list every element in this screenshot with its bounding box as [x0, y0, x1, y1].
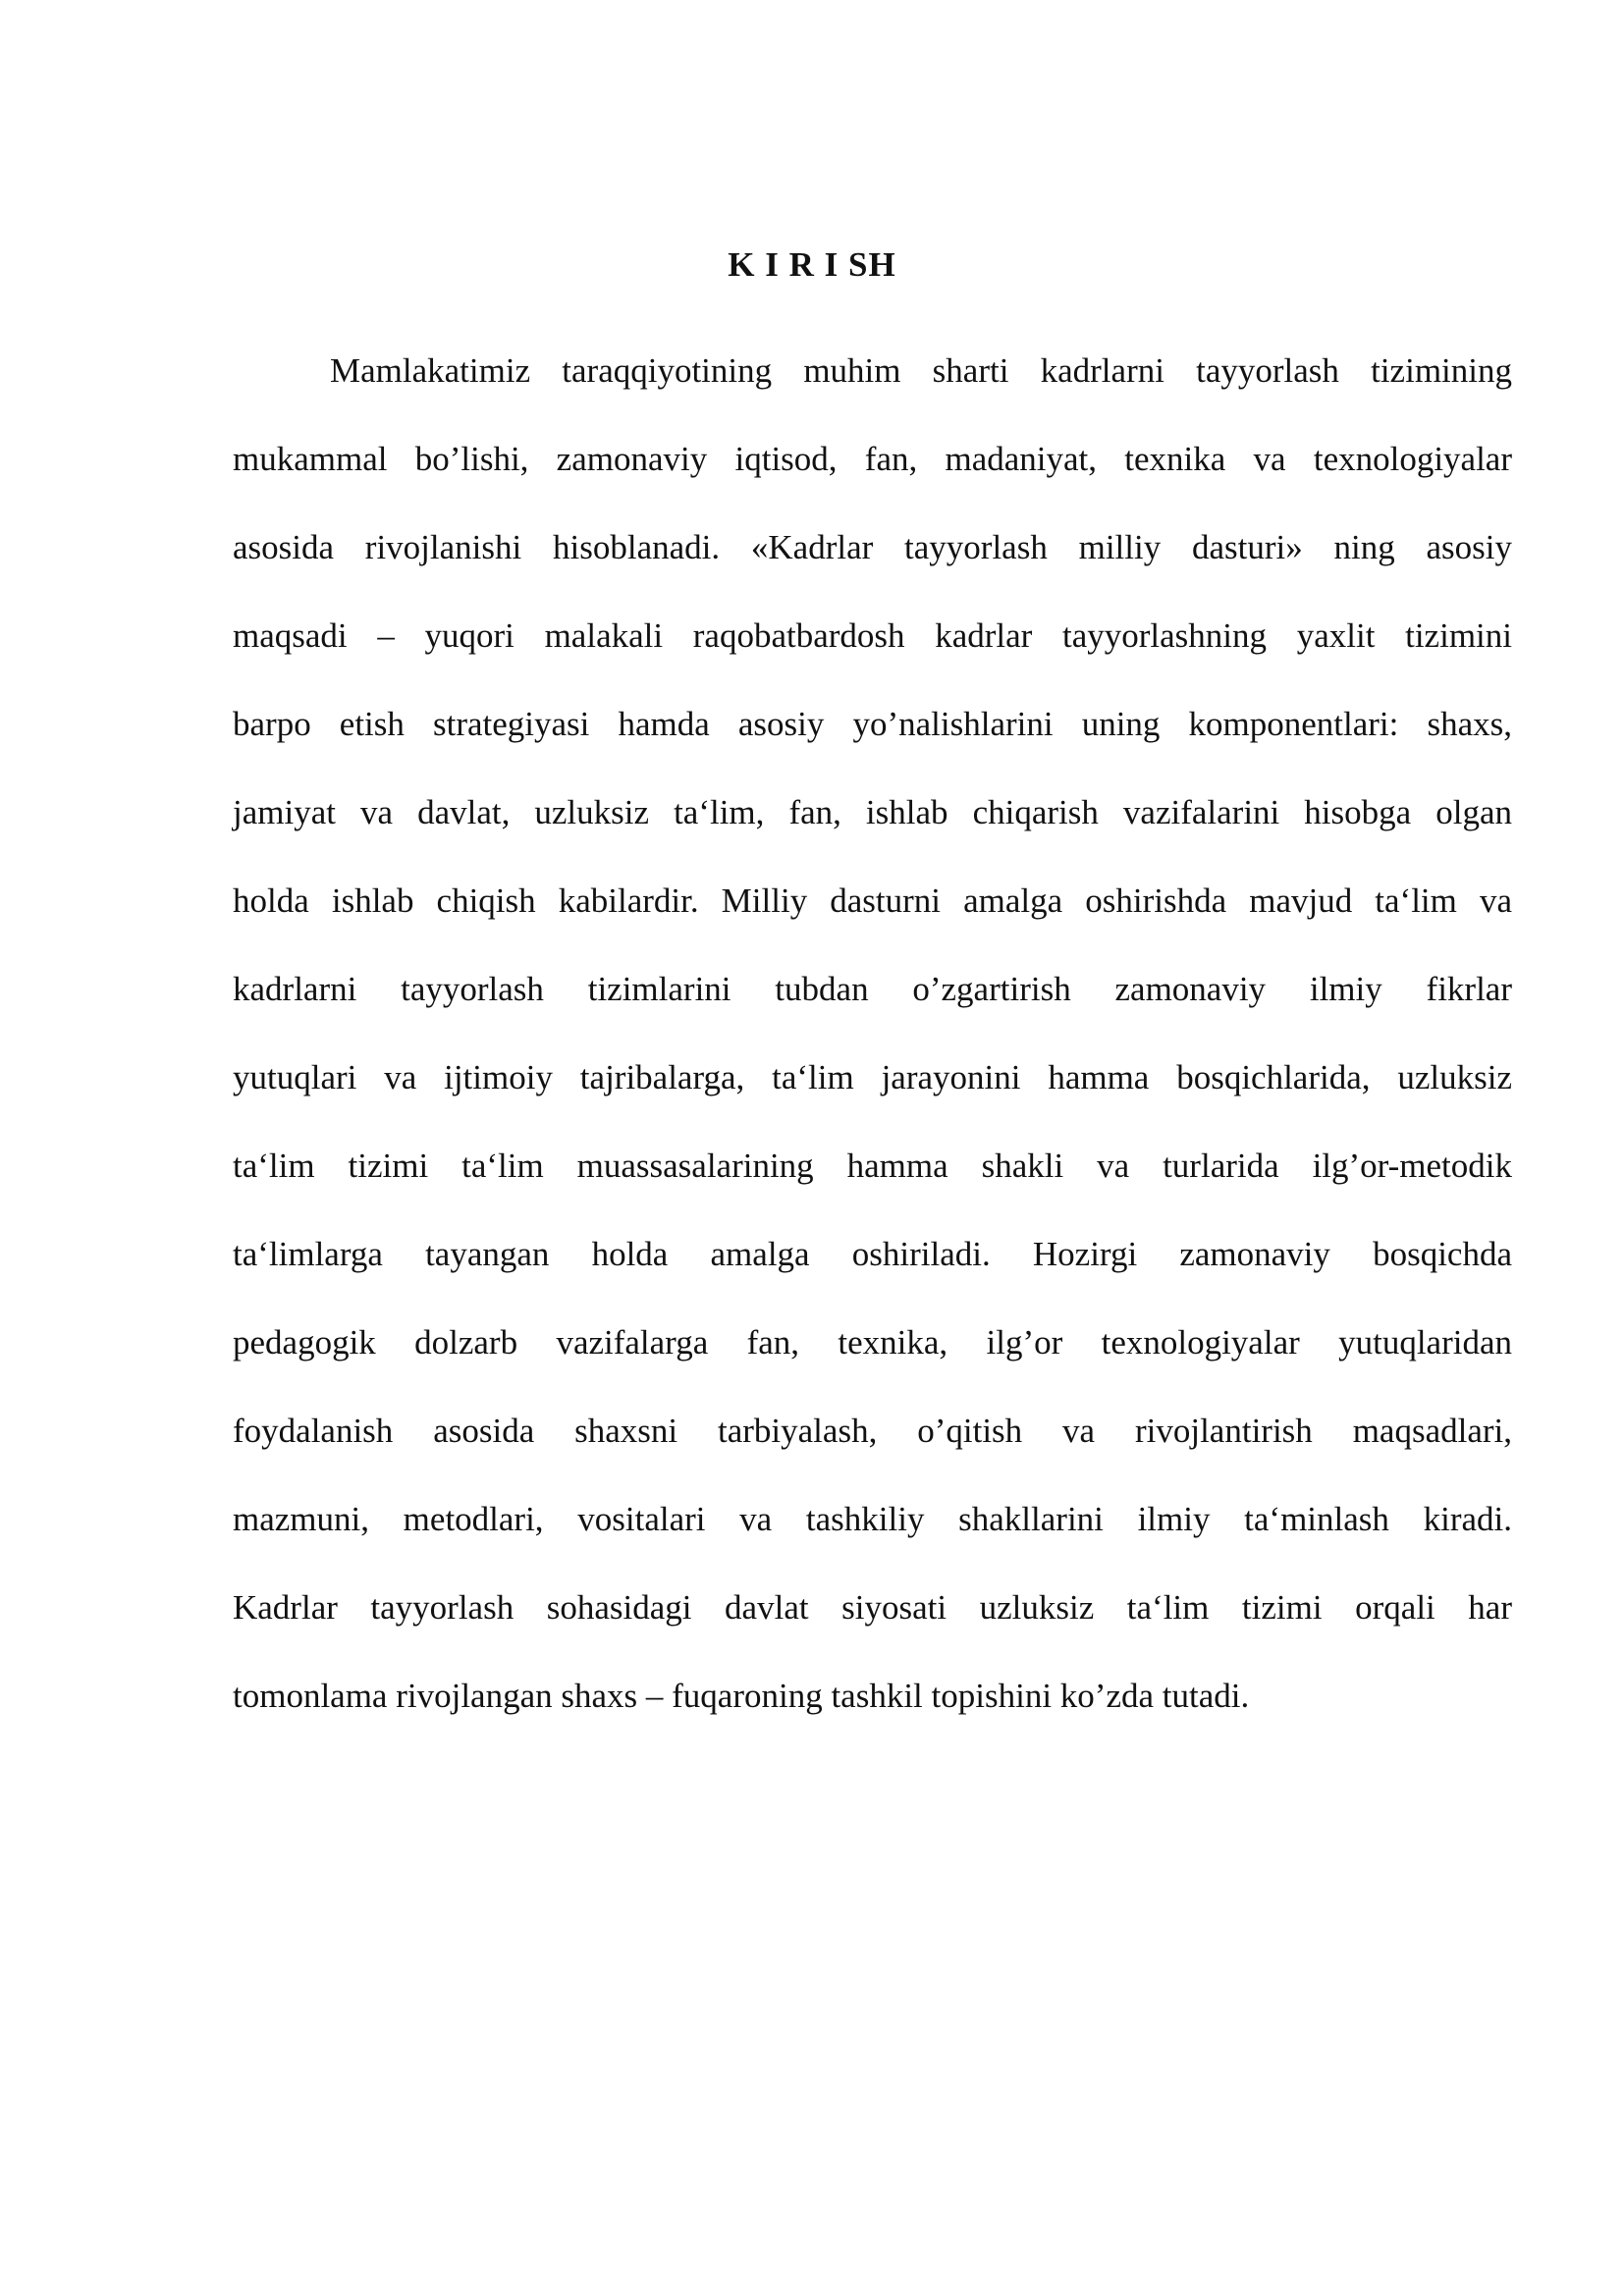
- paragraph-line: holda ishlab chiqish kabilardir. Milliy dasturni amalga oshirishda mavjud ta‘lim va: [233, 881, 1512, 920]
- page-heading: K I R I SH: [728, 245, 896, 284]
- paragraph-line: mukammal bo’lishi, zamonaviy iqtisod, fan, madaniyat, texnika va texnologiyalar: [233, 440, 1512, 478]
- paragraph-line: Kadrlar tayyorlash sohasidagi davlat siyosati uzluksiz ta‘lim tizimi orqali har: [233, 1588, 1512, 1627]
- body-paragraph: [233, 342, 1512, 1755]
- paragraph-line: foydalanish asosida shaxsni tarbiyalash, o’qitish va rivojlantirish maqsadlari,: [233, 1412, 1512, 1450]
- paragraph-line: ta‘lim tizimi ta‘lim muassasalarining hamma shakli va turlarida ilg’or-metodik: [233, 1147, 1512, 1185]
- paragraph-line: barpo etish strategiyasi hamda asosiy yo’nalishlarini uning komponentlari: shaxs,: [233, 705, 1512, 743]
- paragraph-line: tomonlama rivojlangan shaxs – fuqaroning tashkil topishini ko’zda tutadi.: [233, 1677, 1250, 1715]
- paragraph-line: maqsadi – yuqori malakali raqobatbardosh kadrlar tayyorlashning yaxlit tizimini: [233, 616, 1512, 655]
- paragraph-line: pedagogik dolzarb vazifalarga fan, texnika, ilg’or texnologiyalar yutuqlaridan: [233, 1323, 1512, 1362]
- paragraph-line: Mamlakatimiz taraqqiyotining muhim sharti kadrlarni tayyorlash tizimining: [330, 351, 1512, 390]
- paragraph-line: asosida rivojlanishi hisoblanadi. «Kadrlar tayyorlash milliy dasturi» ning asosiy: [233, 528, 1512, 566]
- paragraph-line: kadrlarni tayyorlash tizimlarini tubdan o’zgartirish zamonaviy ilmiy fikrlar: [233, 970, 1512, 1008]
- paragraph-line: ta‘limlarga tayangan holda amalga oshiriladi. Hozirgi zamonaviy bosqichda: [233, 1235, 1512, 1273]
- paragraph-line: yutuqlari va ijtimoiy tajribalarga, ta‘lim jarayonini hamma bosqichlarida, uzluksiz: [233, 1058, 1512, 1096]
- paragraph-line: mazmuni, metodlari, vositalari va tashkiliy shakllarini ilmiy ta‘minlash kiradi.: [233, 1500, 1512, 1538]
- paragraph-line: jamiyat va davlat, uzluksiz ta‘lim, fan, ishlab chiqarish vazifalarini hisobga olgan: [233, 793, 1512, 831]
